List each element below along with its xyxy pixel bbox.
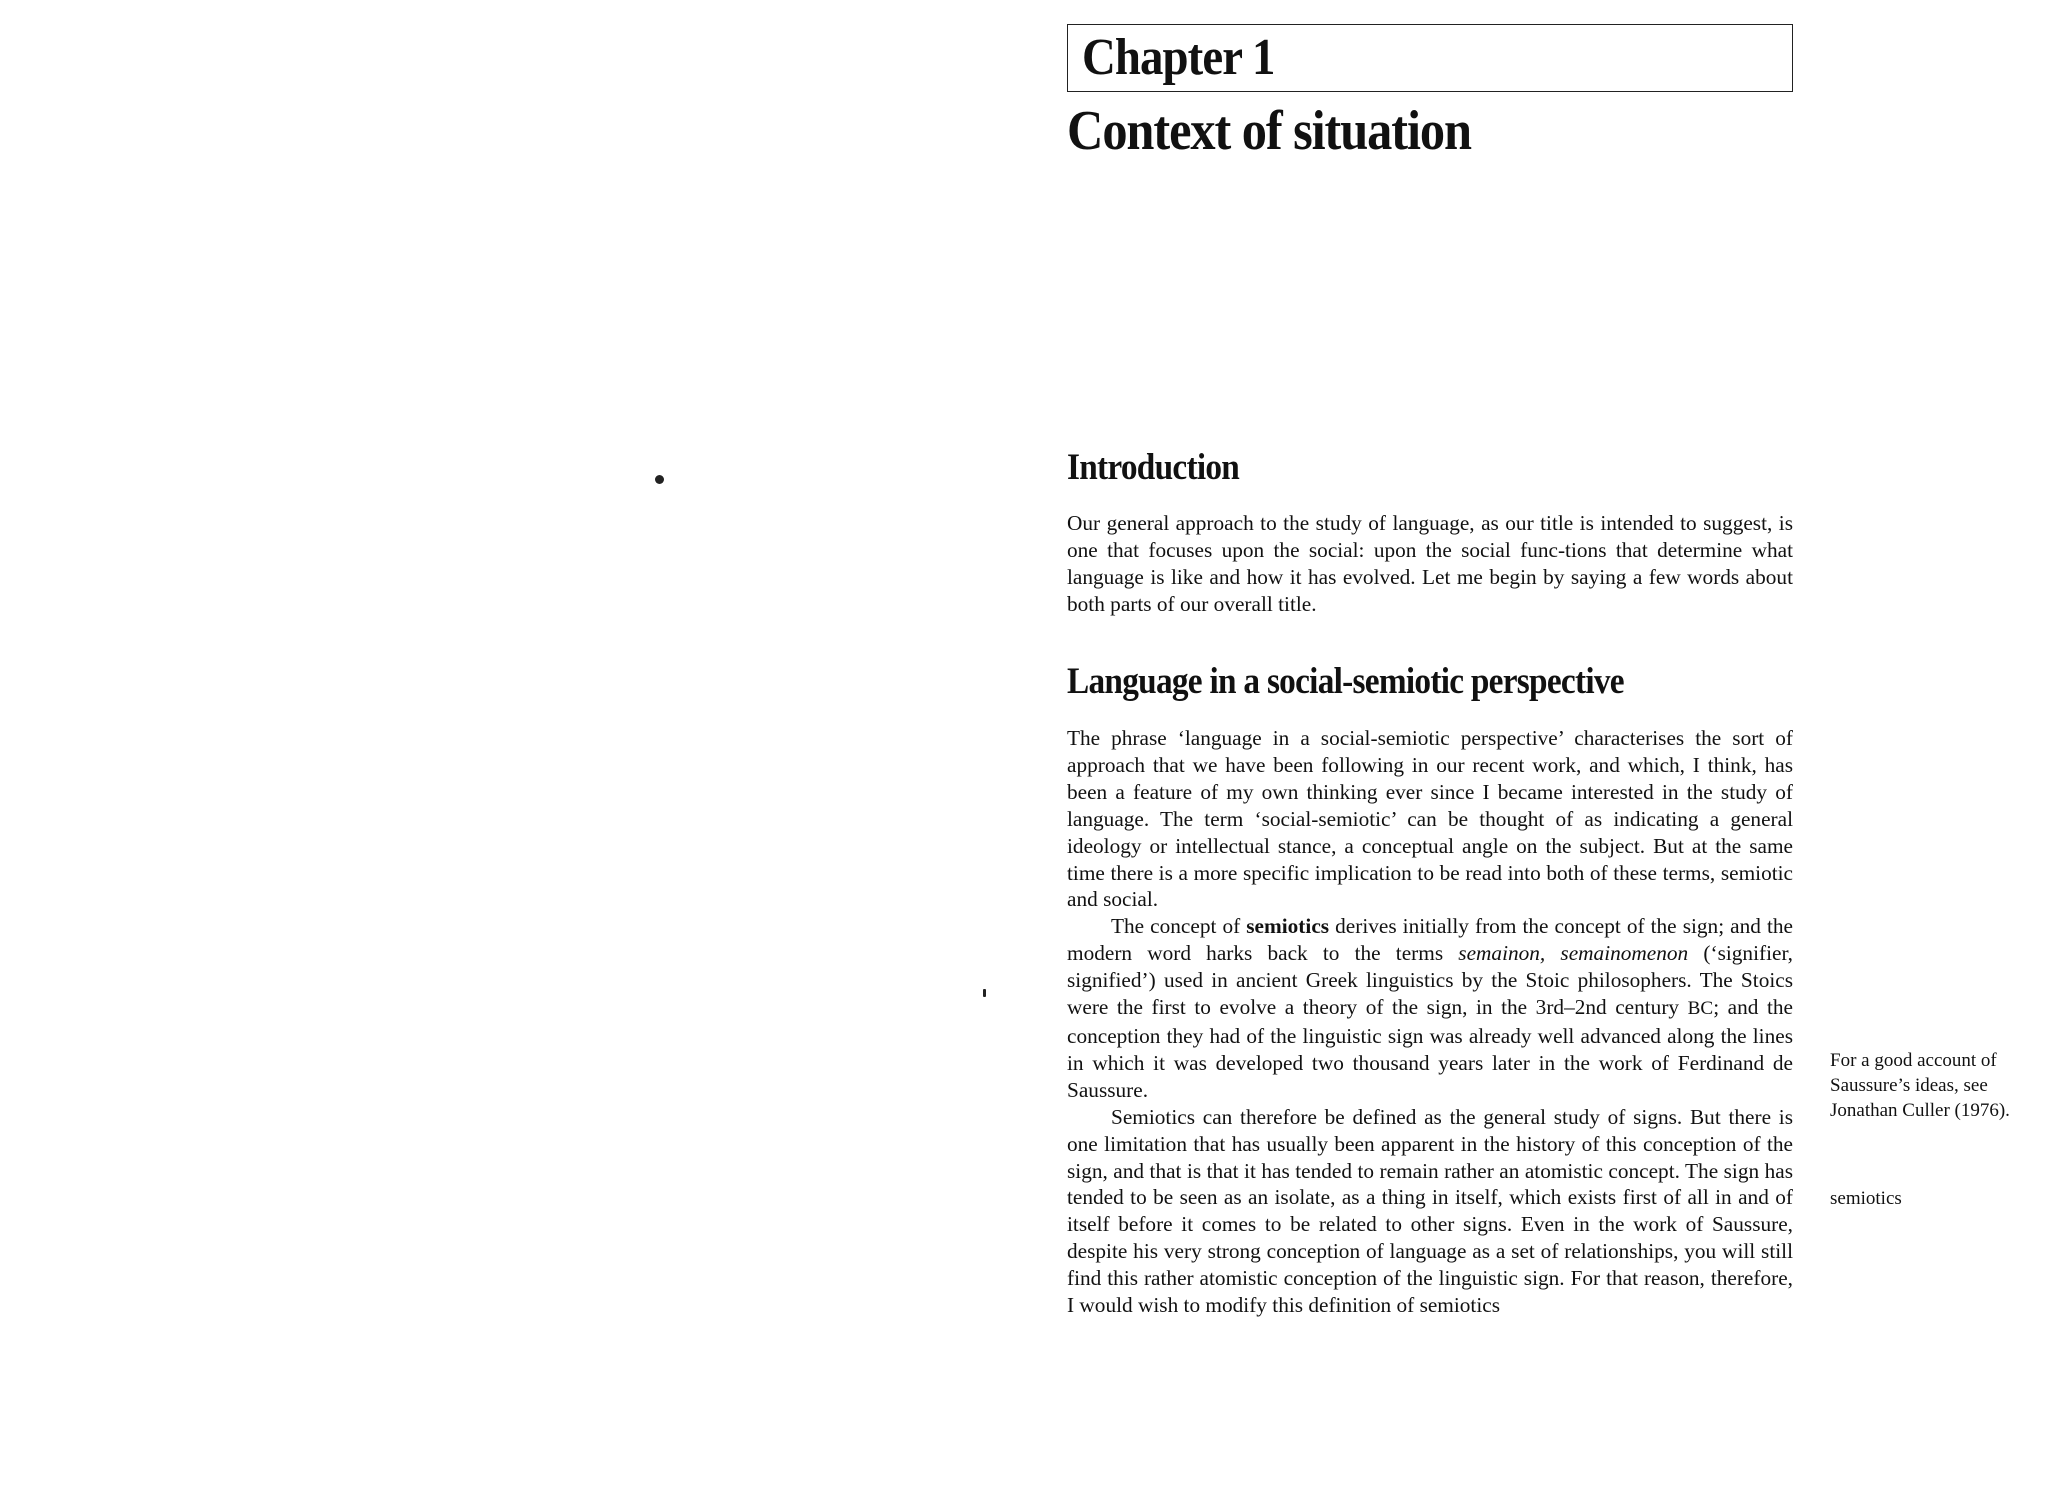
social-semiotic-body xyxy=(1067,725,1793,1319)
scan-speck-mark xyxy=(983,989,986,997)
chapter-label-box xyxy=(1067,24,1793,92)
margin-note-semiotics: semiotics xyxy=(1830,1188,1902,1209)
margin-note-culler: For a good account of Saussure’s ideas, see Jonathan Culler (1976). xyxy=(1830,1050,2010,1121)
scan-speck-dot xyxy=(655,475,664,484)
body-paragraph-1: The phrase ‘language in a social-semiotic perspective’ characterises the sort of approach that we have been following in our recent work, and which, I think, has been a feature of my own thinking ever since I became interested in the study of language. The term ‘social-semiotic’ can be thought of as indicating a general ideology or intellectual stance, a conceptual angle on the subject. But at the same time there is a more specific implication to be read into both of these terms, semiotic and social. xyxy=(1067,726,1793,912)
text-run: derives initially from the concept of the sign; and the modern word harks back to the terms xyxy=(1067,914,1794,966)
body-paragraph-3: Semiotics can therefore be defined as the general study of signs. But there is one limitation that has usually been apparent in the history of this conception of the sign, and that is that it has tended to remain rather an atomistic concept. The sign has tended to be seen as an isolate, as a thing in itself, which exists first of all in and of itself before it comes to be related to other signs. Even in the work of Saussure, despite his very strong conception of language as a set of relationships, you will still find this rather atomistic conception of the linguistic sign. For that reason, therefore, I would wish to modify this definition of semiotics xyxy=(1067,1104,1793,1318)
text-run: (‘signifier, signified’) used in ancient Greek linguistics by the Stoic philosophers. The Stoics were the first to evolve a theory of the sign, in the 3rd–2nd century xyxy=(1067,941,1794,1020)
introduction-paragraph: Our general approach to the study of language, as our title is intended to suggest, is one that focuses upon the social: upon the social func-tions that determine what language is like and how it has evolved. Let me begin by saying a few words about both parts of our overall title. xyxy=(1067,511,1793,616)
era-abbreviation: BC xyxy=(1687,998,1714,1020)
chapter-label: Chapter 1 xyxy=(1082,29,1275,86)
body-paragraph-2 xyxy=(1067,913,1793,1103)
book-page xyxy=(1067,24,1795,1318)
chapter-title: Context of situation xyxy=(1067,100,1472,162)
italic-greek-terms: semainon, semainomenon xyxy=(1458,941,1689,966)
section-heading-introduction: Introduction xyxy=(1067,447,1240,488)
section-heading-social-semiotic: Language in a social-semiotic perspective xyxy=(1067,661,1624,702)
text-run: The concept of xyxy=(1111,914,1247,939)
bold-term-semiotics: semiotics xyxy=(1246,914,1330,939)
text-run: ; and the conception they had of the linguistic sign was already well advanced along the lines in which it was developed two thousand years later in the work of Ferdinand de Saussure. xyxy=(1067,995,1793,1102)
